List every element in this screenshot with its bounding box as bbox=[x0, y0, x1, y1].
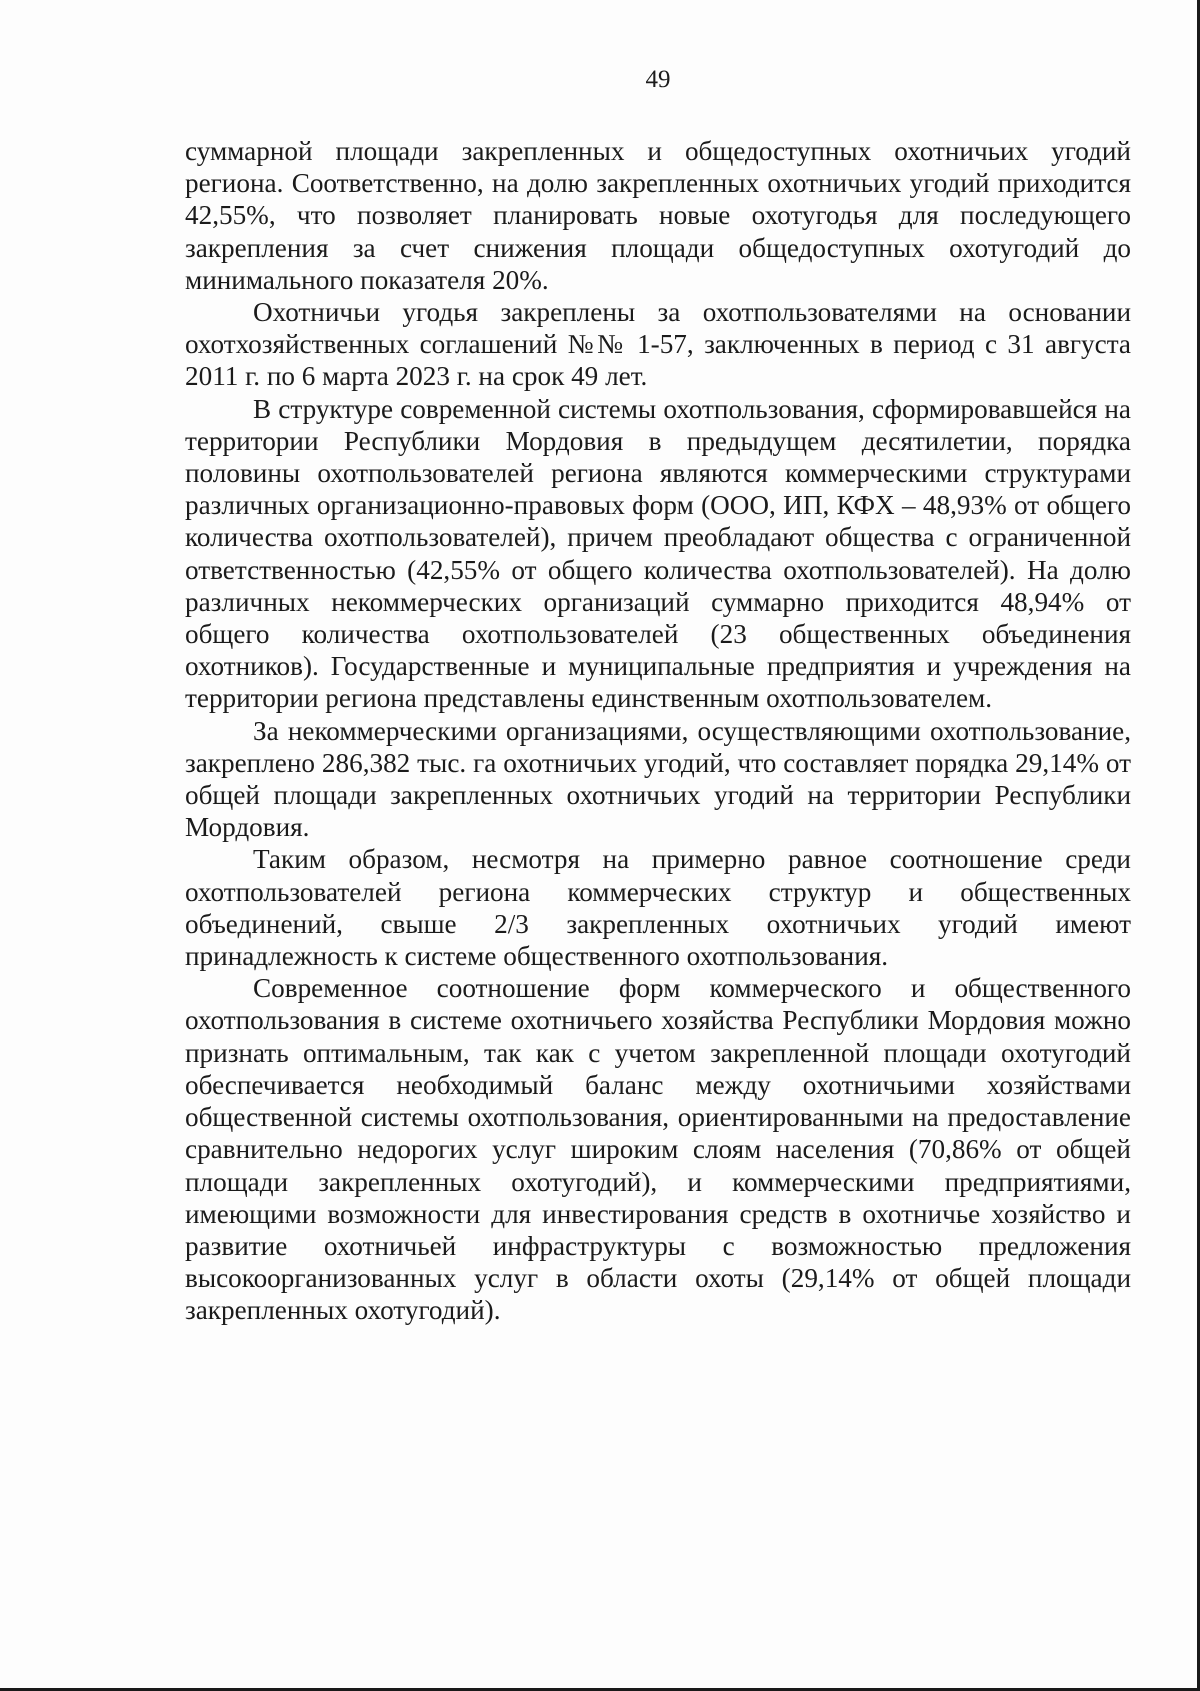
paragraph-continuation: суммарной площади закрепленных и общедоступных охотничьих угодий региона. Соответственно, на долю закрепленных охотничьих угодий приходится 42,55%, что позволяет планировать новые охотугодья для последующего закрепления за счет снижения площади общедоступных охотугодий до минимального показателя 20%. bbox=[185, 136, 1131, 295]
paragraph-user-structure: В структуре современной системы охотпользования, сформировавшейся на территории Республики Мордовия в предыдущем десятилетии, порядка половины охотпользователей региона являются коммерческими структурами различных организационно-правовых форм (ООО, ИП, КФХ – 48,93% от общего количества охотпользователей), причем преобладают общества с ограниченной ответственностью (42,55% от общего количества охотпользователей). На долю различных некоммерческих организаций суммарно приходится 48,94% от общего количества охотпользователей (23 общественных объединения охотников). Государственные и муниципальные предприятия и учреждения на территории региона представлены единственным охотпользователем. bbox=[185, 393, 1131, 714]
paragraph-conclusion: Таким образом, несмотря на примерно равное соотношение среди охотпользователей региона коммерческих структур и общественных объединений, свыше 2/3 закрепленных охотничьих угодий имеют принадлежность к системе общественного охотпользования. bbox=[185, 844, 1131, 972]
paragraph-balance-assessment: Современное соотношение форм коммерческого и общественного охотпользования в системе охотничьего хозяйства Республики Мордовия можно признать оптимальным, так как с учетом закрепленной площади охотугодий обеспечивается необходимый баланс между охотничьими хозяйствами общественной системы охотпользования, ориентированными на предоставление сравнительно недорогих услуг широким слоям населения (70,86% от общей площади закрепленных охотугодий), и коммерческими предприятиями, имеющими возможности для инвестирования средств в охотничье хозяйство и развитие охотничьей инфраструктуры с возможностью предложения высокоорганизованных услуг в области охоты (29,14% от общей площади закрепленных охотугодий). bbox=[185, 973, 1131, 1326]
paragraph-hunting-agreements: Охотничьи угодья закреплены за охотпользователями на основании охотхозяйственных соглашений №№ 1-57, заключенных в период с 31 августа 2011 г. по 6 марта 2023 г. на срок 49 лет. bbox=[185, 297, 1131, 392]
document-body bbox=[185, 135, 1131, 1327]
page-number: 49 bbox=[645, 66, 671, 93]
paragraph-noncommercial-area: За некоммерческими организациями, осуществляющими охотпользование, закреплено 286,382 тыс. га охотничьих угодий, что составляет порядка 29,14% от общей площади закрепленных охотничьих угодий на территории Республики Мордовия. bbox=[185, 715, 1131, 843]
